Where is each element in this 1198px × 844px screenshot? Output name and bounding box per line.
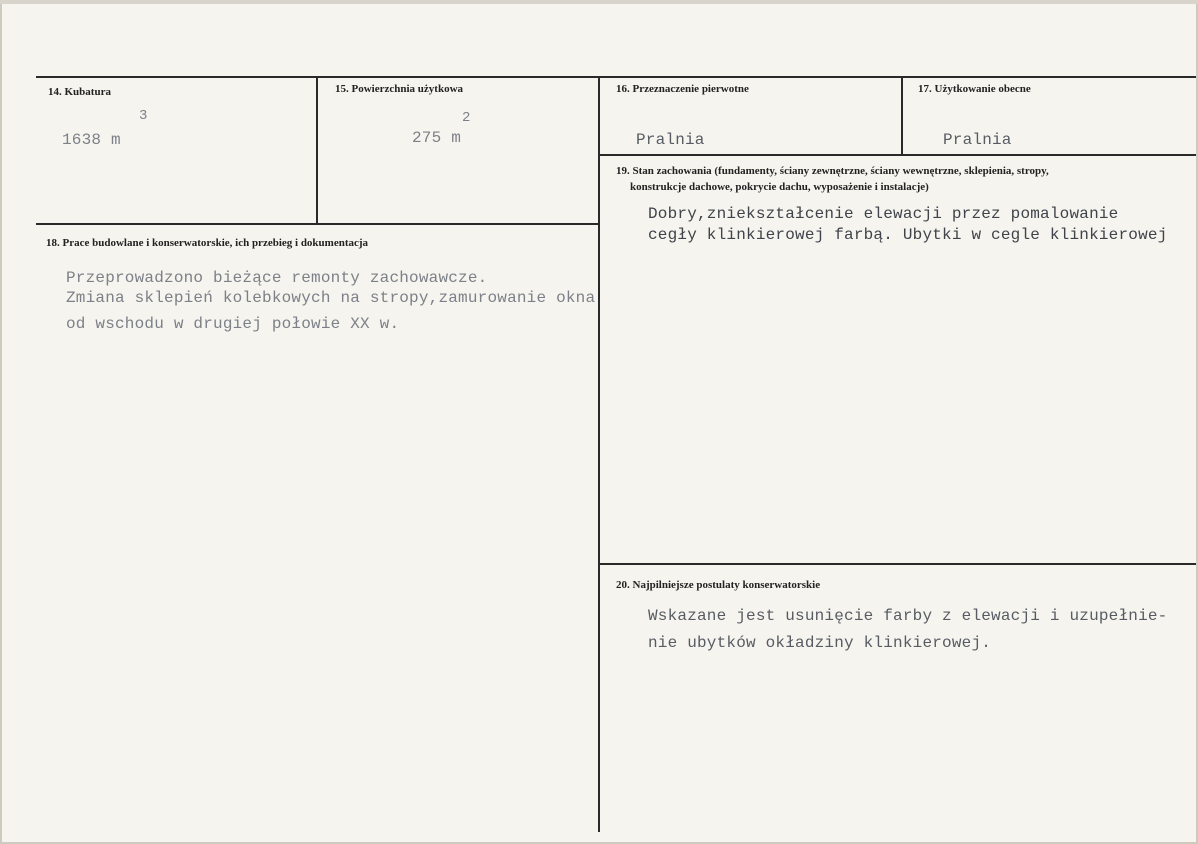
przeznaczenie-value: Pralnia [636, 131, 705, 149]
field-label-kubatura: 14. Kubatura [48, 86, 111, 98]
field-label-prace: 18. Prace budowlane i konserwatorskie, ich przebieg i dokumentacja [46, 237, 369, 249]
prace-text-line: od wschodu w drugiej połowie XX w. [66, 315, 400, 333]
grid-line-top [36, 76, 1196, 78]
field-label-stan-line2: konstrukcje dachowe, pokrycie dachu, wyposażenie i instalacje) [630, 181, 929, 193]
grid-line-row1-right [600, 154, 1196, 156]
field-label-uzytkowanie: 17. Użytkowanie obecne [918, 83, 1031, 95]
powierzchnia-value: 275 m [412, 129, 462, 147]
kubatura-exponent: 3 [139, 108, 148, 124]
field-label-przeznaczenie: 16. Przeznaczenie pierwotne [616, 83, 749, 95]
field-label-powierzchnia: 15. Powierzchnia użytkowa [335, 83, 464, 95]
grid-line-row1-left [36, 223, 600, 225]
field-label-postulaty: 20. Najpilniejsze postulaty konserwatorskie [616, 579, 821, 591]
kubatura-value: 1638 m [62, 131, 121, 149]
postulaty-text-line: nie ubytków okładziny klinkierowej. [648, 634, 992, 652]
grid-line-row2-right [598, 563, 1196, 565]
powierzchnia-exponent: 2 [462, 110, 471, 126]
stan-text-line: Dobry,zniekształcenie elewacji przez pomalowanie [648, 205, 1119, 223]
uzytkowanie-value: Pralnia [943, 131, 1012, 149]
prace-text-line: Przeprowadzono bieżące remonty zachowawcze. [66, 269, 488, 287]
stan-text-line: cegły klinkierowej farbą. Ubytki w cegle klinkierowej [648, 226, 1168, 244]
card-top-edge [0, 0, 1198, 4]
grid-line-v3 [901, 76, 903, 156]
grid-line-v2 [598, 76, 600, 832]
postulaty-text-line: Wskazane jest usunięcie farby z elewacji i uzupełnie- [648, 607, 1168, 625]
field-label-stan-line1: 19. Stan zachowania (fundamenty, ściany zewnętrzne, ściany wewnętrzne, sklepienia, stropy, [616, 165, 1049, 177]
grid-line-v1 [316, 76, 318, 224]
prace-text-line: Zmiana sklepień kolebkowych na stropy,zamurowanie okna [66, 289, 596, 307]
